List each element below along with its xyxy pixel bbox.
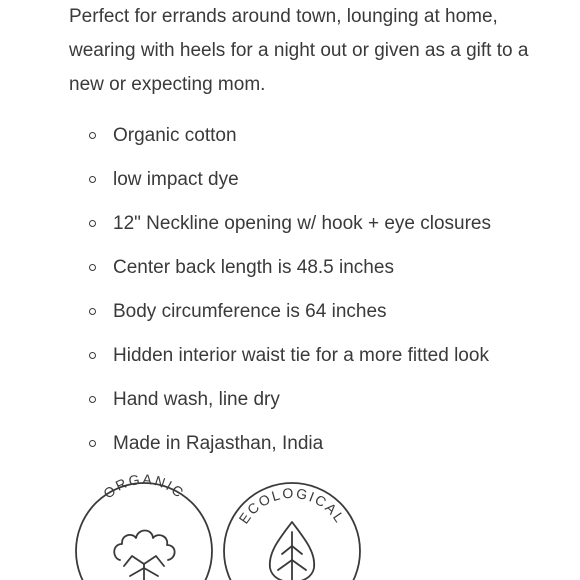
feature-item: [0, 114, 580, 158]
feature-text: Organic cotton: [113, 125, 237, 146]
ecological-badge-label: ECOLOGICAL: [235, 484, 349, 527]
cotton-icon: [114, 531, 174, 580]
feature-item: [0, 246, 580, 290]
feature-text: Hidden interior waist tie for a more fitted look: [113, 345, 489, 366]
ecological-badge: [222, 480, 362, 580]
bullet-icon: [89, 264, 96, 271]
feature-item: [0, 378, 580, 422]
organic-badge: [74, 470, 214, 580]
bullet-icon: [89, 220, 96, 227]
bullet-icon: [89, 396, 96, 403]
bullet-icon: [89, 440, 96, 447]
feature-list: [0, 114, 580, 466]
bullet-icon: [89, 308, 96, 315]
certification-badges: [0, 470, 580, 580]
feature-item: [0, 290, 580, 334]
feature-text: Made in Rajasthan, India: [113, 433, 324, 454]
feature-text: Hand wash, line dry: [113, 389, 280, 410]
bullet-icon: [89, 352, 96, 359]
feature-text: Center back length is 48.5 inches: [113, 257, 394, 278]
feature-item: [0, 202, 580, 246]
bullet-icon: [89, 132, 96, 139]
feature-text: 12" Neckline opening w/ hook + eye closures: [113, 213, 491, 234]
product-description: Perfect for errands around town, lounging at home, wearing with heels for a night out or given as a gift to a new or expecting mom.: [69, 6, 529, 95]
bullet-icon: [89, 176, 96, 183]
feature-text: low impact dye: [113, 169, 239, 190]
feature-item: [0, 158, 580, 202]
organic-badge-label: ORGANIC: [100, 470, 189, 502]
leaf-icon: [270, 522, 314, 580]
feature-item: [0, 422, 580, 466]
feature-item: [0, 334, 580, 378]
feature-text: Body circumference is 64 inches: [113, 301, 387, 322]
